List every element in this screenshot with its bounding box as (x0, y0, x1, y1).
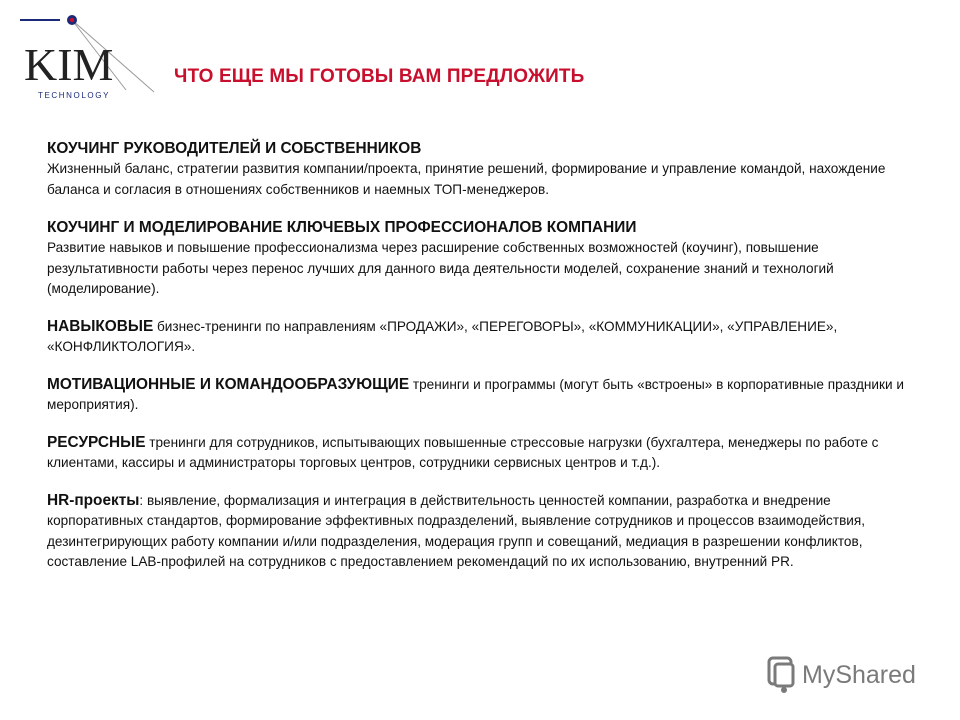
watermark-text: MyShared (802, 661, 916, 689)
logo-wordmark: KIM (24, 39, 114, 90)
kim-technology-logo (16, 10, 166, 110)
section-body: тренинги для сотрудников, испытывающих повышенные стрессовые нагрузки (бухгалтера, менеджеры по работе с клиентами, кассиры и администраторы торговых центров, сотрудники сервисных центров и т.д.). (47, 434, 879, 470)
section-body: тренинги и программы (могут быть «встроены» в корпоративные праздники и мероприятия). (47, 376, 904, 412)
section-heading: КОУЧИНГ И МОДЕЛИРОВАНИЕ КЛЮЧЕВЫХ ПРОФЕССИОНАЛОВ КОМПАНИИ (47, 219, 637, 236)
myshared-watermark (766, 652, 926, 696)
section-heading: КОУЧИНГ РУКОВОДИТЕЛЕЙ И СОБСТВЕННИКОВ (47, 140, 422, 157)
section-body: : выявление, формализация и интеграция в действительность ценностей компании, разработка и внедрение корпоративных стандартов, формирование эффективных подразделений, выявление сотрудников и процессов взаимодействия, дезинтегрирующих работу компании и/или подразделения, модерация групп и совещаний, медиация в разрешении конфликтов, составление LAB-профилей на сотрудников с предоставлением рекомендаций по их использованию, внутренний PR. (47, 492, 866, 569)
section-body: бизнес-тренинги по направлениям «ПРОДАЖИ», «ПЕРЕГОВОРЫ», «КОММУНИКАЦИИ», «УПРАВЛЕНИЕ», «КОНФЛИКТОЛОГИЯ». (47, 318, 838, 354)
content-body (47, 138, 909, 590)
logo-subtitle: TECHNOLOGY (38, 91, 111, 100)
section-heading: НАВЫКОВЫЕ (47, 317, 154, 335)
section-coaching-owners (47, 138, 909, 200)
section-body: Жизненный баланс, стратегии развития компании/проекта, принятие решений, формирование и управление командой, нахождение баланса и согласия в отношениях собственников и наемных ТОП-менеджеров. (47, 161, 886, 197)
presentation-icon (769, 658, 793, 693)
section-hr-projects (47, 491, 909, 573)
section-skills-trainings (47, 317, 909, 358)
section-coaching-professionals (47, 217, 909, 300)
section-body: Развитие навыков и повышение профессионализма через расширение собственных возможностей (коучинг), повышение результативности работы через перенос лучших для данного вида деятельности моделей, сохранение знаний и технологий (моделирование). (47, 240, 834, 296)
section-heading: РЕСУРСНЫЕ (47, 433, 146, 451)
section-heading: МОТИВАЦИОННЫЕ И КОМАНДООБРАЗУЮЩИЕ (47, 375, 410, 393)
section-resource-trainings (47, 433, 909, 474)
page-title: ЧТО ЕЩЕ МЫ ГОТОВЫ ВАМ ПРЕДЛОЖИТЬ (174, 66, 585, 87)
section-heading: HR-проекты (47, 491, 140, 509)
section-team-building (47, 375, 909, 416)
